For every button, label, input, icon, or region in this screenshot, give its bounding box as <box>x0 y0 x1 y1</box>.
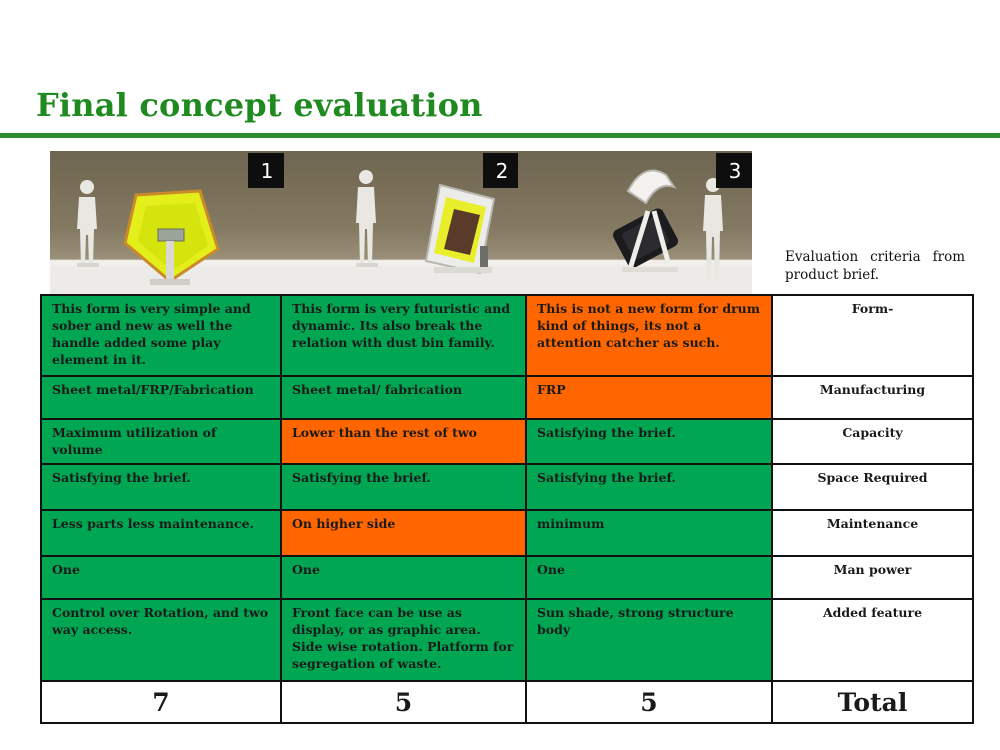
concept-number-1: 1 <box>248 153 284 188</box>
cell-manpower-concept-3: One <box>526 556 772 599</box>
criterion-manufacturing: Manufacturing <box>772 376 973 419</box>
criterion-man-power: Man power <box>772 556 973 599</box>
cell-manufacturing-concept-2: Sheet metal/ fabrication <box>281 376 526 419</box>
cell-capacity-concept-1: Maximum utilization of volume <box>41 419 281 464</box>
cell-added-feature-concept-2: Front face can be use as display, or as graphic area. Side wise rotation. Platform for segregation of waste. <box>281 599 526 681</box>
cell-capacity-concept-3: Satisfying the brief. <box>526 419 772 464</box>
table-row <box>41 376 973 419</box>
cell-manpower-concept-2: One <box>281 556 526 599</box>
concept-number-2: 2 <box>483 153 518 188</box>
evaluation-table <box>40 294 974 724</box>
cell-capacity-concept-2: Lower than the rest of two <box>281 419 526 464</box>
total-score-concept-3: 5 <box>526 681 772 723</box>
criterion-space-required: Space Required <box>772 464 973 510</box>
title-underline <box>0 133 1000 138</box>
concept-number-3: 3 <box>716 153 752 188</box>
table-row <box>41 295 973 376</box>
cell-space-concept-1: Satisfying the brief. <box>41 464 281 510</box>
criterion-capacity: Capacity <box>772 419 973 464</box>
total-score-concept-2: 5 <box>281 681 526 723</box>
concept-photos <box>50 151 753 295</box>
page-title: Final concept evaluation <box>36 86 483 124</box>
criterion-total: Total <box>772 681 973 723</box>
table-row <box>41 419 973 464</box>
criterion-form: Form- <box>772 295 973 376</box>
cell-space-concept-3: Satisfying the brief. <box>526 464 772 510</box>
concept-photo-1 <box>50 151 284 295</box>
table-row <box>41 510 973 556</box>
total-score-concept-1: 7 <box>41 681 281 723</box>
concept-photo-3 <box>518 151 752 295</box>
cell-maintenance-concept-2: On higher side <box>281 510 526 556</box>
cell-manufacturing-concept-3: FRP <box>526 376 772 419</box>
criteria-note: Evaluation criteria from product brief. <box>785 249 965 283</box>
table-row <box>41 599 973 681</box>
cell-manpower-concept-1: One <box>41 556 281 599</box>
cell-maintenance-concept-1: Less parts less maintenance. <box>41 510 281 556</box>
cell-added-feature-concept-3: Sun shade, strong structure body <box>526 599 772 681</box>
table-row <box>41 556 973 599</box>
concept-photo-2 <box>284 151 518 295</box>
cell-space-concept-2: Satisfying the brief. <box>281 464 526 510</box>
total-row <box>41 681 973 723</box>
criterion-maintenance: Maintenance <box>772 510 973 556</box>
cell-manufacturing-concept-1: Sheet metal/FRP/Fabrication <box>41 376 281 419</box>
cell-form-concept-2: This form is very futuristic and dynamic. Its also break the relation with dust bin family. <box>281 295 526 376</box>
cell-maintenance-concept-3: minimum <box>526 510 772 556</box>
cell-added-feature-concept-1: Control over Rotation, and two way access. <box>41 599 281 681</box>
cell-form-concept-1: This form is very simple and sober and new as well the handle added some play element in it. <box>41 295 281 376</box>
criterion-added-feature: Added feature <box>772 599 973 681</box>
cell-form-concept-3: This is not a new form for drum kind of things, its not a attention catcher as such. <box>526 295 772 376</box>
table-row <box>41 464 973 510</box>
